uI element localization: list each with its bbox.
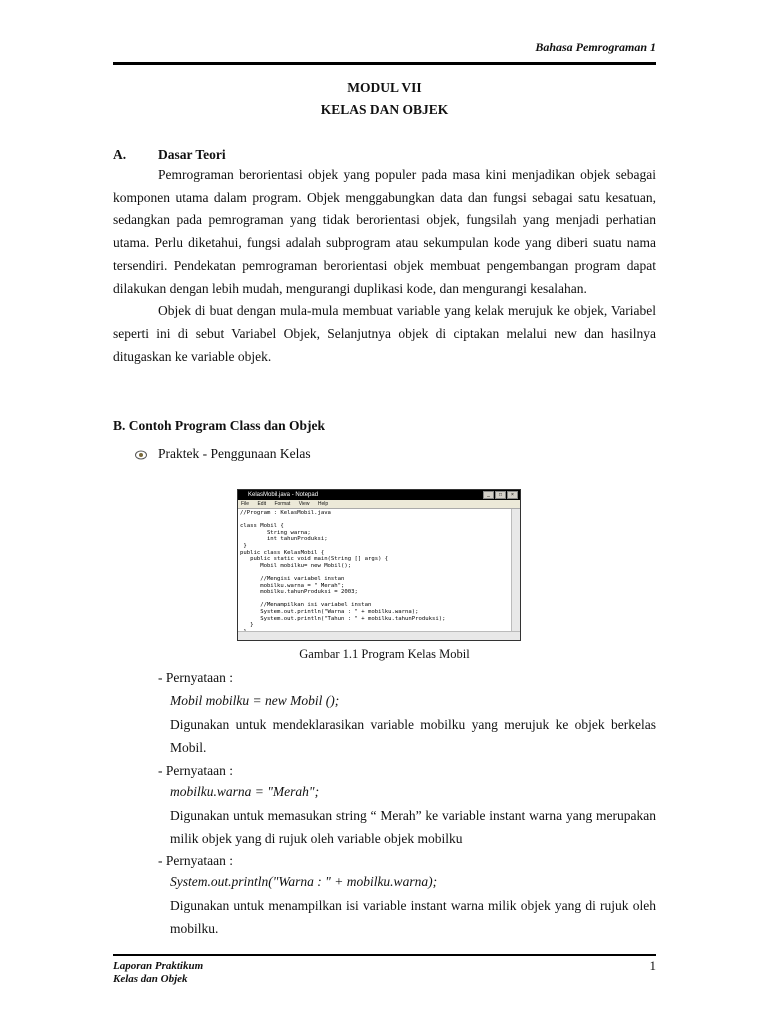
- notepad-code: //Program : KelasMobil.java class Mobil { String warna; int tahunProduksi; } public class KelasMobil { public static void main(String [] args) { Mobil mobilku= new Mobil(); //Mengisi variabel instan mobilku.warna = " Merah"; mobilku.tahunProduksi = 2003; //Menampilkan isi variabel instan System.out.println("Warna : " + mobilku.warna); System.out.println("Tahun : " + mobilku.tahunProduksi); }: [240, 510, 446, 629]
- menu-help: Help: [317, 501, 329, 507]
- footer-line2: Kelas dan Objek: [113, 973, 188, 985]
- statement-desc: Digunakan untuk memasukan string “ Merah” ke variable instant warna yang merupakan milik objek yang di rujuk oleh variable objek mobilku: [170, 808, 656, 846]
- statement-code: Mobil mobilku = new Mobil ();: [170, 693, 340, 708]
- practice-bullet-label: Praktek - Penggunaan Kelas: [158, 446, 311, 461]
- paragraph: Objek di buat dengan mula-mula membuat variable yang kelak merujuk ke objek, Variabel seperti ini di sebut Variabel Objek, Selanjutnya objek di ciptakan melalui new dan hasilnya ditugaskan ke variable objek.: [113, 303, 656, 364]
- flower-bullet-icon: [135, 450, 147, 460]
- statement-label: - Pernyataan :: [158, 763, 233, 778]
- paragraph: Pemrograman berorientasi objek yang populer pada masa kini menjadikan objek sebagai komponen utama dalam program. Objek menggabungkan data dan fungsi sebagai satu kesatuan, sedangkan pada pemrograman yang tidak berorientasi objek, fungsilah yang menjadi perhatian utama. Perlu diketahui, fungsi adalah subprogram atau sekumpulan kode yang diberi suatu nama tersendiri. Pendekatan pemrograman berorientasi objek membuat pengembangan program dapat dilakukan dengan lebih mudah, mengurangi duplikasi kode, dan mengurangi kesalahan.: [113, 167, 656, 296]
- notepad-screenshot: [237, 489, 521, 641]
- section-a-letter: A.: [113, 147, 127, 162]
- menu-format: Format: [274, 501, 291, 507]
- header-title: Bahasa Pemrograman 1: [535, 40, 656, 54]
- maximize-icon: □: [495, 491, 506, 499]
- statement-label: - Pernyataan :: [158, 670, 233, 685]
- statement-code: mobilku.warna = "Merah";: [170, 784, 320, 799]
- statement-desc: Digunakan untuk menampilkan isi variable instant warna milik objek yang di rujuk oleh mobilku.: [170, 898, 656, 936]
- minimize-icon: _: [483, 491, 494, 499]
- header-rule: [113, 62, 656, 65]
- menu-file: File: [241, 501, 250, 507]
- statement-code: System.out.println("Warna : " + mobilku.warna);: [170, 874, 438, 889]
- notepad-title: KelasMobil.java - Notepad: [248, 492, 319, 498]
- notepad-menubar: [238, 500, 520, 509]
- statement-desc: Digunakan untuk mendeklarasikan variable mobilku yang merujuk ke objek berkelas Mobil.: [170, 717, 656, 755]
- menu-view: View: [298, 501, 310, 507]
- page-number: 1: [649, 958, 656, 973]
- footer-rule: [113, 954, 656, 956]
- module-subtitle: KELAS DAN OBJEK: [320, 102, 449, 117]
- menu-edit: Edit: [257, 501, 267, 507]
- section-a-body: [113, 164, 656, 368]
- statement-label: - Pernyataan :: [158, 853, 233, 868]
- figure-caption: Gambar 1.1 Program Kelas Mobil: [299, 647, 470, 661]
- vertical-scrollbar: [511, 509, 520, 632]
- horizontal-scrollbar: [238, 631, 520, 640]
- module-title: MODUL VII: [347, 80, 422, 95]
- notepad-titlebar: [238, 490, 520, 500]
- section-a-title: Dasar Teori: [158, 147, 226, 162]
- footer-line1: Laporan Praktikum: [113, 960, 204, 972]
- section-b-title: B. Contoh Program Class dan Objek: [113, 418, 326, 433]
- close-icon: ×: [507, 491, 518, 499]
